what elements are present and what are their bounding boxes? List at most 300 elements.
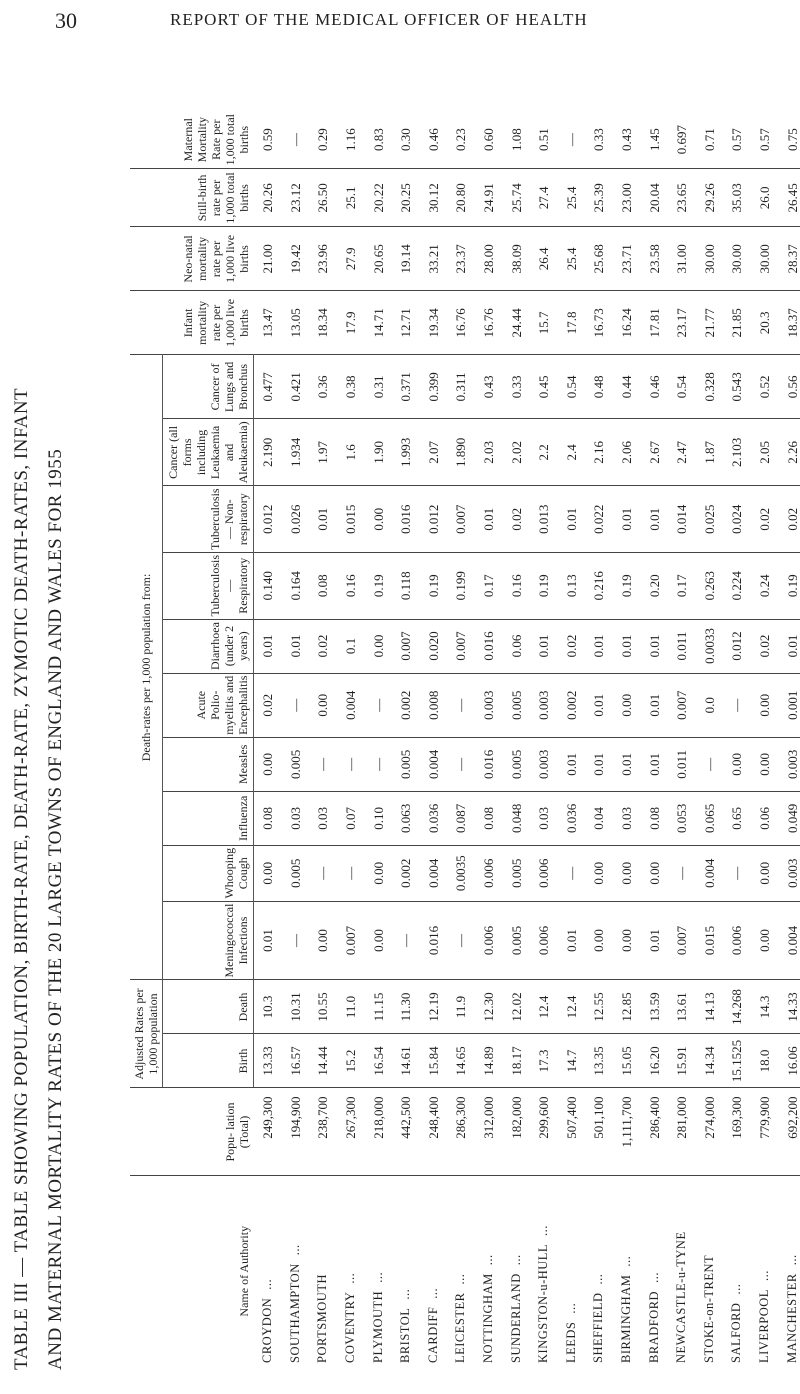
stillbirth-rate-cell: 26.45 — [778, 169, 800, 227]
meningococcal-cell: 0.00 — [751, 901, 779, 980]
neonatal-mortality-cell: 28.00 — [475, 227, 503, 291]
maternal-mortality-cell: 0.57 — [756, 128, 772, 152]
polio-cell: 0.008 — [420, 673, 448, 737]
whooping-cough-cell: 0.003 — [778, 845, 800, 901]
neonatal-mortality-cell: 19.14 — [392, 227, 420, 291]
influenza-cell: 0.03 — [309, 791, 337, 845]
influenza-cell: 0.065 — [696, 791, 724, 845]
population-cell: 281,000 — [668, 1088, 696, 1176]
whooping-cough-cell: 0.0035 — [447, 845, 475, 901]
table-row — [392, 111, 420, 1366]
polio-cell: 0.002 — [392, 673, 420, 737]
infant-mortality-cell: 21.85 — [723, 291, 751, 355]
infant-mortality-cell: 21.77 — [696, 291, 724, 355]
influenza-cell: 0.063 — [392, 791, 420, 845]
death-rate-cell: 12.85 — [613, 980, 641, 1034]
leader-dots: ... — [260, 1278, 275, 1290]
whooping-cough-cell: — — [337, 845, 365, 901]
cancer-lungs-cell: 0.48 — [585, 355, 613, 419]
neonatal-mortality-cell: 23.37 — [447, 227, 475, 291]
table-title — [5, 10, 80, 1370]
table-row — [696, 111, 724, 1366]
tb-non-respiratory-cell: 0.01 — [558, 486, 586, 553]
authority-name — [309, 1176, 337, 1366]
authority-name-text: BRISTOL — [398, 1307, 413, 1363]
population-cell: 218,000 — [364, 1088, 392, 1176]
tb-non-respiratory-cell: 0.016 — [392, 486, 420, 553]
whooping-cough-cell: 0.005 — [282, 845, 310, 901]
authority-name — [420, 1176, 448, 1366]
authority-name-text: SUNDERLAND — [508, 1273, 523, 1363]
authority-name — [364, 1176, 392, 1366]
diarrhoea-cell: 0.020 — [420, 619, 448, 673]
population-cell: 442,500 — [392, 1088, 420, 1176]
whooping-cough-cell: — — [309, 845, 337, 901]
authority-name-text: BRADFORD — [646, 1290, 661, 1363]
meningococcal-cell: 0.015 — [696, 901, 724, 980]
cancer-cell: 2.2 — [530, 419, 558, 486]
death-rate-cell: 11.9 — [447, 980, 475, 1034]
polio-cell: — — [282, 673, 310, 737]
tb-respiratory-cell: 0.19 — [778, 552, 800, 619]
authority-name — [447, 1176, 475, 1366]
meningococcal-cell: 0.007 — [668, 901, 696, 980]
death-rate-cell: 11.30 — [392, 980, 420, 1034]
stillbirth-rate-cell: 20.22 — [364, 169, 392, 227]
infant-mortality-cell: 16.24 — [613, 291, 641, 355]
infant-mortality-cell: 20.3 — [751, 291, 779, 355]
authority-name-text: NEWCASTLE-u-TYNE — [674, 1231, 689, 1363]
population-cell: 501,100 — [585, 1088, 613, 1176]
authority-name-text: LEEDS — [563, 1321, 578, 1363]
neonatal-mortality-cell: 23.71 — [613, 227, 641, 291]
influenza-cell: 0.06 — [751, 791, 779, 845]
cancer-lungs-cell: 0.43 — [475, 355, 503, 419]
table-row — [640, 111, 668, 1366]
birth-rate-cell: 15.05 — [613, 1034, 641, 1088]
cancer-cell: 1.934 — [282, 419, 310, 486]
influenza-cell: 0.04 — [585, 791, 613, 845]
meningococcal-cell: 0.016 — [420, 901, 448, 980]
tb-respiratory-cell: 0.17 — [475, 552, 503, 619]
authority-name-text: MANCHESTER — [784, 1273, 799, 1363]
neonatal-mortality-cell: 25.4 — [558, 227, 586, 291]
meningococcal-cell: 0.00 — [613, 901, 641, 980]
tb-respiratory-cell: 0.17 — [668, 552, 696, 619]
neonatal-mortality-cell: 23.96 — [309, 227, 337, 291]
neonatal-mortality-cell: 21.00 — [254, 227, 282, 291]
header-cancer-lungs: Cancer of Lungs and Bronchus — [163, 355, 254, 419]
infant-mortality-cell: 17.9 — [337, 291, 365, 355]
header-tb-non-respiratory: Tuberculosis— Non-respiratory — [163, 486, 254, 553]
cancer-cell: 1.6 — [337, 419, 365, 486]
stillbirth-rate-cell: 23.00 — [613, 169, 641, 227]
death-rate-cell: 12.55 — [585, 980, 613, 1034]
tb-respiratory-cell: 0.19 — [530, 552, 558, 619]
table-row — [254, 111, 282, 1366]
table-row — [613, 111, 641, 1366]
diarrhoea-cell: 0.007 — [392, 619, 420, 673]
authority-name-text: STOKE-on-TRENT — [701, 1254, 716, 1363]
tb-non-respiratory-cell: 0.01 — [475, 486, 503, 553]
diarrhoea-cell: 0.01 — [778, 619, 800, 673]
tb-respiratory-cell: 0.199 — [447, 552, 475, 619]
measles-cell: 0.005 — [282, 737, 310, 791]
running-head: REPORT OF THE MEDICAL OFFICER OF HEALTH — [170, 10, 588, 29]
tb-respiratory-cell: 0.16 — [502, 552, 530, 619]
birth-rate-cell: 16.54 — [364, 1034, 392, 1088]
influenza-cell: 0.07 — [337, 791, 365, 845]
cancer-lungs-cell: 0.311 — [447, 355, 475, 419]
cancer-cell: 2.4 — [558, 419, 586, 486]
authority-name-text: SOUTHAMPTON — [287, 1263, 302, 1363]
death-rate-cell: 14.268 — [723, 980, 751, 1034]
birth-rate-cell: 15.2 — [337, 1034, 365, 1088]
population-cell: 249,300 — [254, 1088, 282, 1176]
population-cell: 286,300 — [447, 1088, 475, 1176]
cancer-lungs-cell: 0.52 — [751, 355, 779, 419]
leader-dots: ... — [729, 1283, 744, 1295]
population-cell: 267,300 — [337, 1088, 365, 1176]
stillbirth-rate-cell: 30.12 — [420, 169, 448, 227]
whooping-cough-cell: — — [723, 845, 751, 901]
meningococcal-cell: 0.006 — [723, 901, 751, 980]
authority-name — [668, 1176, 696, 1366]
maternal-mortality-cell: 0.71 — [701, 128, 717, 152]
header-death: Death — [163, 980, 254, 1034]
influenza-cell: 0.03 — [282, 791, 310, 845]
stillbirth-rate-cell: 26.0 — [751, 169, 779, 227]
population-cell: 312,000 — [475, 1088, 503, 1176]
cancer-cell: 2.103 — [723, 419, 751, 486]
neonatal-mortality-cell: 31.00 — [668, 227, 696, 291]
diarrhoea-cell: 0.01 — [282, 619, 310, 673]
authority-name-text: COVENTRY — [343, 1291, 358, 1363]
tb-non-respiratory-cell: 0.012 — [254, 486, 282, 553]
meningococcal-cell: 0.01 — [640, 901, 668, 980]
table-title-line-1: TABLE III — TABLE SHOWING POPULATION, BIRTH-RATE, DEATH-RATE, ZYMOTIC DEATH-RATES, INFANT — [11, 387, 32, 1370]
tb-respiratory-cell: 0.224 — [723, 552, 751, 619]
whooping-cough-cell: 0.00 — [613, 845, 641, 901]
birth-rate-cell: 15.1525 — [723, 1034, 751, 1088]
measles-cell: 0.00 — [254, 737, 282, 791]
measles-cell: 0.00 — [751, 737, 779, 791]
death-rate-cell: 10.55 — [309, 980, 337, 1034]
authority-name — [613, 1176, 641, 1366]
maternal-mortality-cell: 0.51 — [536, 128, 552, 152]
measles-cell: 0.005 — [392, 737, 420, 791]
diarrhoea-cell: 0.01 — [613, 619, 641, 673]
tb-respiratory-cell: 0.140 — [254, 552, 282, 619]
authority-name — [502, 1176, 530, 1366]
meningococcal-cell: 0.00 — [364, 901, 392, 980]
table-row — [282, 111, 310, 1366]
population-cell: 1,111,700 — [613, 1088, 641, 1176]
table-row — [585, 111, 613, 1366]
death-rate-cell: 10.31 — [282, 980, 310, 1034]
polio-cell: 0.003 — [530, 673, 558, 737]
diarrhoea-cell: 0.0033 — [696, 619, 724, 673]
measles-cell: — — [447, 737, 475, 791]
infant-mortality-cell: 23.17 — [668, 291, 696, 355]
cancer-cell: 2.05 — [751, 419, 779, 486]
meningococcal-cell: 0.004 — [778, 901, 800, 980]
tb-non-respiratory-cell: 0.01 — [640, 486, 668, 553]
maternal-mortality-cell: 1.08 — [508, 128, 524, 152]
influenza-cell: 0.03 — [530, 791, 558, 845]
polio-cell: 0.007 — [668, 673, 696, 737]
cancer-lungs-cell: 0.36 — [309, 355, 337, 419]
table-row — [668, 111, 696, 1366]
town-statistics-table — [130, 111, 800, 1366]
tb-non-respiratory-cell: 0.022 — [585, 486, 613, 553]
cancer-lungs-cell: 0.46 — [640, 355, 668, 419]
stillbirth-rate-cell: 23.65 — [668, 169, 696, 227]
cancer-cell: 2.03 — [475, 419, 503, 486]
maternal-mortality-cell: 0.697 — [674, 125, 690, 155]
whooping-cough-cell: 0.004 — [696, 845, 724, 901]
authority-name-text: PLYMOUTH — [370, 1290, 385, 1363]
cancer-lungs-cell: 0.45 — [530, 355, 558, 419]
cancer-cell: 1.993 — [392, 419, 420, 486]
leader-dots: ... — [619, 1255, 634, 1267]
tb-respiratory-cell: 0.08 — [309, 552, 337, 619]
birth-rate-cell: 18.0 — [751, 1034, 779, 1088]
cancer-cell: 2.02 — [502, 419, 530, 486]
birth-rate-cell: 16.06 — [778, 1034, 800, 1088]
polio-cell: 0.00 — [309, 673, 337, 737]
authority-name — [585, 1176, 613, 1366]
authority-name — [640, 1176, 668, 1366]
cancer-cell: 2.16 — [585, 419, 613, 486]
header-population: Popu- lation (Total) — [130, 1088, 254, 1176]
diarrhoea-cell: 0.01 — [640, 619, 668, 673]
meningococcal-cell: 0.00 — [309, 901, 337, 980]
whooping-cough-cell: 0.00 — [364, 845, 392, 901]
population-cell: 299,600 — [530, 1088, 558, 1176]
birth-rate-cell: 13.33 — [254, 1034, 282, 1088]
table-title-line-2: AND MATERNAL MORTALITY RATES OF THE 20 LARGE TOWNS OF ENGLAND AND WALES FOR 1955 — [45, 448, 66, 1370]
diarrhoea-cell: 0.06 — [502, 619, 530, 673]
authority-name-text: KINGSTON-u-HULL — [536, 1243, 551, 1363]
table-row — [530, 111, 558, 1366]
influenza-cell: 0.036 — [558, 791, 586, 845]
whooping-cough-cell: 0.004 — [420, 845, 448, 901]
polio-cell: 0.005 — [502, 673, 530, 737]
neonatal-mortality-cell: 33.21 — [420, 227, 448, 291]
header-influenza: Influenza — [163, 791, 254, 845]
tb-non-respiratory-cell: 0.01 — [613, 486, 641, 553]
measles-cell: 0.016 — [475, 737, 503, 791]
tb-non-respiratory-cell: 0.014 — [668, 486, 696, 553]
polio-cell: — — [364, 673, 392, 737]
birth-rate-cell: 14.65 — [447, 1034, 475, 1088]
authority-name-text: CROYDON — [260, 1297, 275, 1363]
death-rate-cell: 14.33 — [778, 980, 800, 1034]
leader-dots: ... — [398, 1288, 413, 1300]
header-tb-respiratory: Tuberculosis— Respiratory — [163, 552, 254, 619]
stillbirth-rate-cell: 25.74 — [502, 169, 530, 227]
measles-cell: 0.003 — [778, 737, 800, 791]
population-cell: 507,400 — [558, 1088, 586, 1176]
influenza-cell: 0.08 — [640, 791, 668, 845]
polio-cell: — — [447, 673, 475, 737]
cancer-lungs-cell: 0.44 — [613, 355, 641, 419]
leader-dots: ... — [784, 1254, 799, 1266]
neonatal-mortality-cell: 19.42 — [282, 227, 310, 291]
diarrhoea-cell: 0.02 — [558, 619, 586, 673]
header-birth: Birth — [163, 1034, 254, 1088]
neonatal-mortality-cell: 20.65 — [364, 227, 392, 291]
authority-name-text: LEICESTER — [453, 1292, 468, 1363]
whooping-cough-cell: 0.006 — [475, 845, 503, 901]
death-rate-cell: 12.4 — [558, 980, 586, 1034]
header-measles: Measles — [163, 737, 254, 791]
measles-cell: — — [337, 737, 365, 791]
stillbirth-rate-cell: 25.39 — [585, 169, 613, 227]
birth-rate-cell: 14.89 — [475, 1034, 503, 1088]
table-row — [558, 111, 586, 1366]
death-rate-cell: 11.0 — [337, 980, 365, 1034]
neonatal-mortality-cell: 38.09 — [502, 227, 530, 291]
maternal-mortality-cell: — — [287, 133, 303, 147]
maternal-mortality-cell: 0.23 — [453, 128, 469, 152]
meningococcal-cell: 0.007 — [337, 901, 365, 980]
header-polio: Acute Polio- myelitis and Encephalitis — [163, 673, 254, 737]
authority-name — [530, 1176, 558, 1366]
death-rate-cell: 12.02 — [502, 980, 530, 1034]
diarrhoea-cell: 0.01 — [585, 619, 613, 673]
birth-rate-cell: 14.7 — [558, 1034, 586, 1088]
cancer-lungs-cell: 0.54 — [558, 355, 586, 419]
meningococcal-cell: 0.01 — [558, 901, 586, 980]
polio-cell: 0.0 — [696, 673, 724, 737]
diarrhoea-cell: 0.01 — [530, 619, 558, 673]
neonatal-mortality-cell: 25.68 — [585, 227, 613, 291]
diarrhoea-cell: 0.007 — [447, 619, 475, 673]
death-rate-cell: 13.61 — [668, 980, 696, 1034]
influenza-cell: 0.049 — [778, 791, 800, 845]
maternal-mortality-cell: 0.46 — [425, 128, 441, 152]
table-row — [723, 111, 751, 1366]
polio-cell: 0.00 — [613, 673, 641, 737]
diarrhoea-cell: 0.1 — [337, 619, 365, 673]
authority-name — [282, 1176, 310, 1366]
authority-name — [778, 1176, 800, 1366]
maternal-mortality-cell: 0.43 — [619, 128, 635, 152]
whooping-cough-cell: — — [668, 845, 696, 901]
tb-respiratory-cell: 0.24 — [751, 552, 779, 619]
cancer-lungs-cell: 0.399 — [420, 355, 448, 419]
authority-name-text: NOTTINGHAM — [481, 1273, 496, 1363]
leader-dots: ... — [536, 1225, 551, 1236]
tb-non-respiratory-cell: 0.007 — [447, 486, 475, 553]
measles-cell: 0.01 — [558, 737, 586, 791]
header-maternal-mortality: Maternal Mortality Rate per 1,000 total births — [180, 114, 251, 166]
cancer-cell: 2.07 — [420, 419, 448, 486]
meningococcal-cell: 0.006 — [475, 901, 503, 980]
cancer-cell: 1.890 — [447, 419, 475, 486]
neonatal-mortality-cell: 30.00 — [751, 227, 779, 291]
leader-dots: ... — [646, 1272, 661, 1283]
meningococcal-cell: 0.01 — [254, 901, 282, 980]
header-stillbirth-rate: Still-birth rate per 1,000 total births — [130, 169, 254, 227]
infant-mortality-cell: 24.44 — [502, 291, 530, 355]
diarrhoea-cell: 0.02 — [751, 619, 779, 673]
table-row — [447, 111, 475, 1366]
polio-cell: 0.003 — [475, 673, 503, 737]
cancer-lungs-cell: 0.33 — [502, 355, 530, 419]
maternal-mortality-cell: 0.59 — [260, 128, 276, 152]
tb-non-respiratory-cell: 0.00 — [364, 486, 392, 553]
cancer-lungs-cell: 0.421 — [282, 355, 310, 419]
population-cell: 169,300 — [723, 1088, 751, 1176]
birth-rate-cell: 15.91 — [668, 1034, 696, 1088]
tb-respiratory-cell: 0.13 — [558, 552, 586, 619]
maternal-mortality-cell: 0.60 — [481, 128, 497, 152]
authority-name-text: SHEFFIELD — [591, 1292, 606, 1363]
whooping-cough-cell: 0.002 — [392, 845, 420, 901]
polio-cell: 0.01 — [640, 673, 668, 737]
maternal-mortality-cell: 1.16 — [343, 128, 359, 152]
death-rate-cell: 13.59 — [640, 980, 668, 1034]
tb-respiratory-cell: 0.19 — [420, 552, 448, 619]
meningococcal-cell: 0.00 — [585, 901, 613, 980]
cancer-lungs-cell: 0.543 — [723, 355, 751, 419]
neonatal-mortality-cell: 30.00 — [723, 227, 751, 291]
death-rate-cell: 12.4 — [530, 980, 558, 1034]
leader-dots: ... — [370, 1271, 385, 1283]
leader-dots: ... — [343, 1272, 358, 1284]
leader-dots: ... — [287, 1244, 302, 1256]
maternal-mortality-cell: — — [563, 133, 579, 147]
stillbirth-rate-cell: 20.26 — [254, 169, 282, 227]
birth-rate-cell: 14.34 — [696, 1034, 724, 1088]
header-whooping-cough: Whooping Cough — [163, 845, 254, 901]
infant-mortality-cell: 13.47 — [254, 291, 282, 355]
maternal-mortality-cell: 0.29 — [315, 128, 331, 152]
header-neonatal-mortality: Neo-natal mortality rate per 1,000 live births — [130, 227, 254, 291]
table-row — [309, 111, 337, 1366]
tb-respiratory-cell: 0.19 — [613, 552, 641, 619]
maternal-mortality-cell: 0.75 — [784, 128, 800, 152]
whooping-cough-cell: — — [558, 845, 586, 901]
table-body — [254, 111, 800, 1366]
header-authority: Name of Authority — [130, 1176, 254, 1366]
stillbirth-rate-cell: 20.80 — [447, 169, 475, 227]
measles-cell: — — [309, 737, 337, 791]
death-rate-cell: 14.3 — [751, 980, 779, 1034]
population-cell: 248,400 — [420, 1088, 448, 1176]
measles-cell: 0.003 — [530, 737, 558, 791]
authority-name-text: CARDIFF — [425, 1306, 440, 1363]
population-cell: 286,400 — [640, 1088, 668, 1176]
header-adjusted-rates: Adjusted Rates per 1,000 population — [130, 980, 163, 1088]
diarrhoea-cell: 0.01 — [254, 619, 282, 673]
table-row — [364, 111, 392, 1366]
authority-name — [558, 1176, 586, 1366]
authority-name — [475, 1176, 503, 1366]
authority-name-text: SALFORD — [729, 1302, 744, 1363]
population-cell: 182,000 — [502, 1088, 530, 1176]
cancer-lungs-cell: 0.477 — [254, 355, 282, 419]
stillbirth-rate-cell: 20.25 — [392, 169, 420, 227]
infant-mortality-cell: 15.7 — [530, 291, 558, 355]
birth-rate-cell: 15.84 — [420, 1034, 448, 1088]
polio-cell: 0.00 — [751, 673, 779, 737]
cancer-cell: 1.90 — [364, 419, 392, 486]
authority-name — [337, 1176, 365, 1366]
